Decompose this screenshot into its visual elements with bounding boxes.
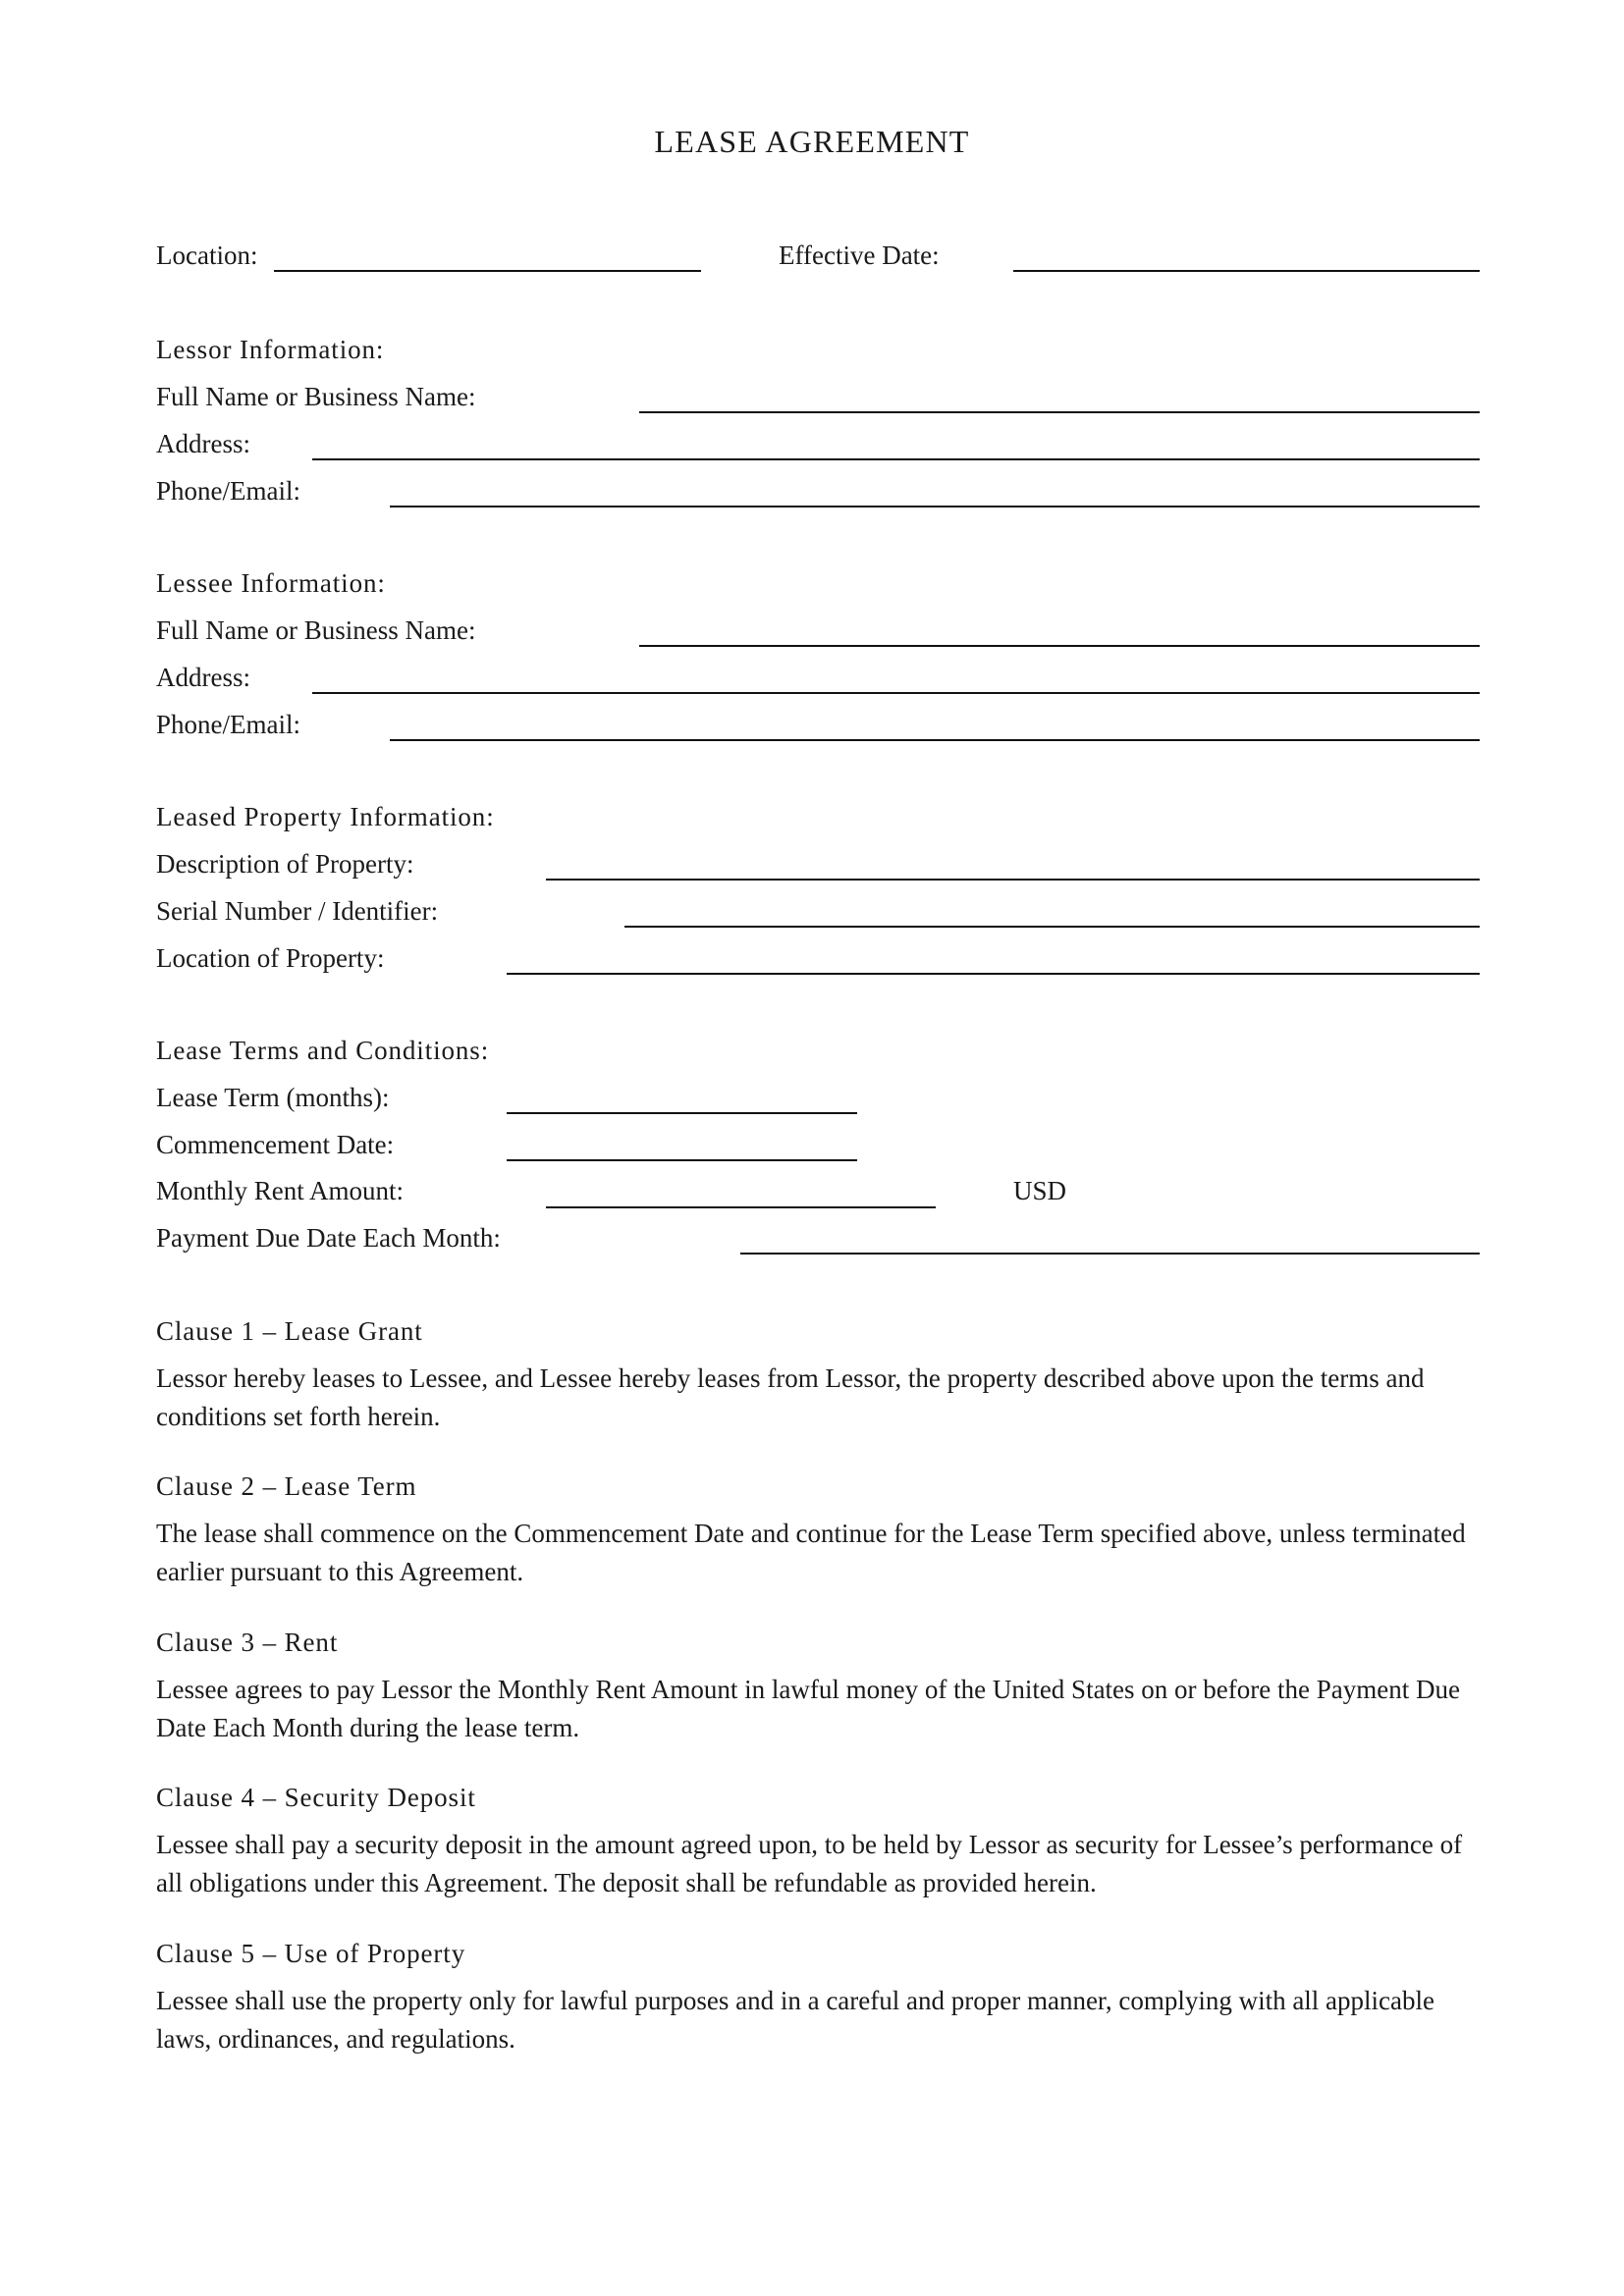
effective-date-input-line[interactable] xyxy=(1013,270,1480,272)
clause-heading: Clause 5 – Use of Property xyxy=(156,1939,466,1968)
lessor-name-label: Full Name or Business Name: xyxy=(156,382,476,411)
lessee-contact-label: Phone/Email: xyxy=(156,710,300,739)
lessor-section-heading: Lessor Information: xyxy=(156,335,385,364)
payment-due-date-input-line[interactable] xyxy=(740,1253,1480,1255)
lease-term-label: Lease Term (months): xyxy=(156,1083,390,1112)
monthly-rent-input-line[interactable] xyxy=(546,1206,936,1208)
lessor-address-input-line[interactable] xyxy=(312,458,1480,460)
document-title: LEASE AGREEMENT xyxy=(654,124,970,159)
lessee-address-input-line[interactable] xyxy=(312,692,1480,694)
lessee-contact-input-line[interactable] xyxy=(390,739,1480,741)
clause-text: Lessee shall use the property only for lawful purposes and in a careful and proper manner, complying with all applicable laws, ordinances, and regulations. xyxy=(156,1986,1435,2054)
location-label: Location: xyxy=(156,240,258,270)
clause-text: Lessee agrees to pay Lessor the Monthly Rent Amount in lawful money of the United States on or before the Payment Due Date Each Month during the lease term. xyxy=(156,1675,1460,1742)
property-description-input-line[interactable] xyxy=(546,879,1480,881)
lessor-contact-input-line[interactable] xyxy=(390,506,1480,507)
clause-heading: Clause 3 – Rent xyxy=(156,1628,339,1657)
lessee-address-label: Address: xyxy=(156,663,250,692)
property-location-label: Location of Property: xyxy=(156,943,385,973)
clause-text: The lease shall commence on the Commencement Date and continue for the Lease Term specified above, unless terminated earlier pursuant to this Agreement. xyxy=(156,1519,1466,1586)
effective-date-label: Effective Date: xyxy=(779,240,940,270)
lessee-name-input-line[interactable] xyxy=(639,645,1480,647)
lessor-address-label: Address: xyxy=(156,429,250,458)
property-location-input-line[interactable] xyxy=(507,973,1480,975)
payment-due-date-label: Payment Due Date Each Month: xyxy=(156,1223,501,1253)
monthly-rent-label: Monthly Rent Amount: xyxy=(156,1176,405,1205)
property-serial-input-line[interactable] xyxy=(624,926,1480,928)
lessor-name-input-line[interactable] xyxy=(639,411,1480,413)
currency-label: USD xyxy=(1013,1176,1067,1205)
terms-section-heading: Lease Terms and Conditions: xyxy=(156,1036,490,1065)
lessor-contact-label: Phone/Email: xyxy=(156,476,300,506)
property-section-heading: Leased Property Information: xyxy=(156,802,495,831)
commencement-date-label: Commencement Date: xyxy=(156,1130,395,1159)
clause-heading: Clause 2 – Lease Term xyxy=(156,1471,417,1501)
clause-text: Lessee shall pay a security deposit in the amount agreed upon, to be held by Lessor as security for Lessee’s performance of all obligations under this Agreement. The deposit shall be refundable as provided herein. xyxy=(156,1830,1463,1897)
clause-heading: Clause 4 – Security Deposit xyxy=(156,1783,476,1812)
property-description-label: Description of Property: xyxy=(156,849,414,879)
clause-heading: Clause 1 – Lease Grant xyxy=(156,1316,423,1346)
property-serial-label: Serial Number / Identifier: xyxy=(156,896,439,926)
location-input-line[interactable] xyxy=(274,270,701,272)
lease-term-input-line[interactable] xyxy=(507,1112,857,1114)
lessee-section-heading: Lessee Information: xyxy=(156,568,386,598)
lessee-name-label: Full Name or Business Name: xyxy=(156,615,476,645)
clause-text: Lessor hereby leases to Lessee, and Lessee hereby leases from Lessor, the property described above upon the terms and conditions set forth herein. xyxy=(156,1363,1425,1431)
commencement-date-input-line[interactable] xyxy=(507,1159,857,1161)
